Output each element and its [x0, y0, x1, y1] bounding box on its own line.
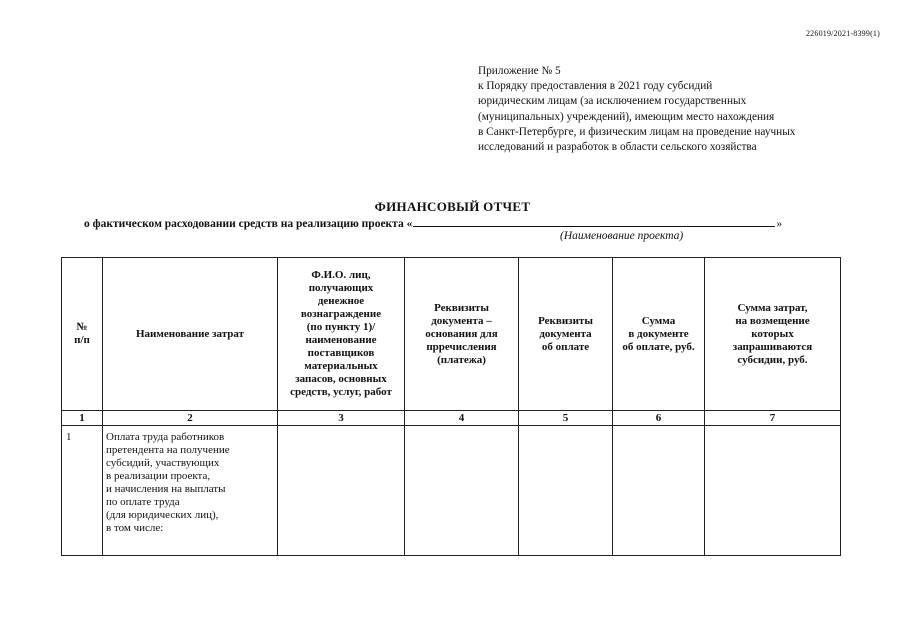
header-expense-name: Наименование затрат	[103, 258, 278, 411]
header-basis-document: Реквизиты документа – основания для прречисления (платежа)	[405, 258, 519, 411]
header-recipients: Ф.И.О. лиц, получающих денежное вознаграждение (по пункту 1)/ наименование поставщиков материальных запасов, основных средств, услуг, работ	[278, 258, 405, 411]
project-name-blank	[413, 216, 775, 227]
column-number: 4	[405, 411, 519, 426]
appendix-line: юридическим лицам (за исключением государственных	[478, 95, 747, 108]
column-number: 2	[103, 411, 278, 426]
row-basis-document-cell[interactable]	[405, 426, 519, 556]
subtitle-text: о фактическом расходовании средств на реализацию проекта «	[84, 218, 413, 230]
report-title: ФИНАНСОВЫЙ ОТЧЕТ	[374, 199, 531, 214]
table-header-row	[62, 258, 841, 411]
appendix-block	[478, 64, 795, 155]
appendix-line: исследований и разработок в области сельского хозяйства	[478, 141, 757, 154]
header-payment-amount: Сумма в документе об оплате, руб.	[613, 258, 705, 411]
column-number-row	[62, 411, 841, 426]
report-subtitle	[84, 216, 782, 230]
column-number: 1	[62, 411, 103, 426]
column-number: 5	[519, 411, 613, 426]
document-id: 226019/2021-8399(1)	[805, 29, 880, 38]
column-number: 3	[278, 411, 405, 426]
row-expense-name: Оплата труда работников претендента на получение субсидий, участвующих в реализации проекта, и начисления на выплаты по оплате труда (для юридических лиц), в том числе:	[103, 426, 278, 556]
table-row	[62, 426, 841, 556]
row-payment-amount-cell[interactable]	[613, 426, 705, 556]
row-payment-document-cell[interactable]	[519, 426, 613, 556]
header-payment-document: Реквизиты документа об оплате	[519, 258, 613, 411]
appendix-line: (муниципальных) учреждений), имеющим место нахождения	[478, 110, 775, 123]
row-number: 1	[62, 426, 103, 556]
column-number: 6	[613, 411, 705, 426]
row-subsidy-amount-cell[interactable]	[705, 426, 841, 556]
project-name-hint: (Наименование проекта)	[560, 230, 684, 242]
financial-report-table	[61, 257, 841, 556]
column-number: 7	[705, 411, 841, 426]
subtitle-close-quote: »	[776, 218, 783, 230]
row-recipients-cell[interactable]	[278, 426, 405, 556]
appendix-line: к Порядку предоставления в 2021 году субсидий	[478, 80, 713, 93]
header-num: № п/п	[62, 258, 103, 411]
appendix-line: в Санкт-Петербурге, и физическим лицам на проведение научных	[478, 125, 796, 138]
appendix-line: Приложение № 5	[478, 65, 561, 77]
header-subsidy-amount: Сумма затрат, на возмещение которых запрашиваются субсидии, руб.	[705, 258, 841, 411]
